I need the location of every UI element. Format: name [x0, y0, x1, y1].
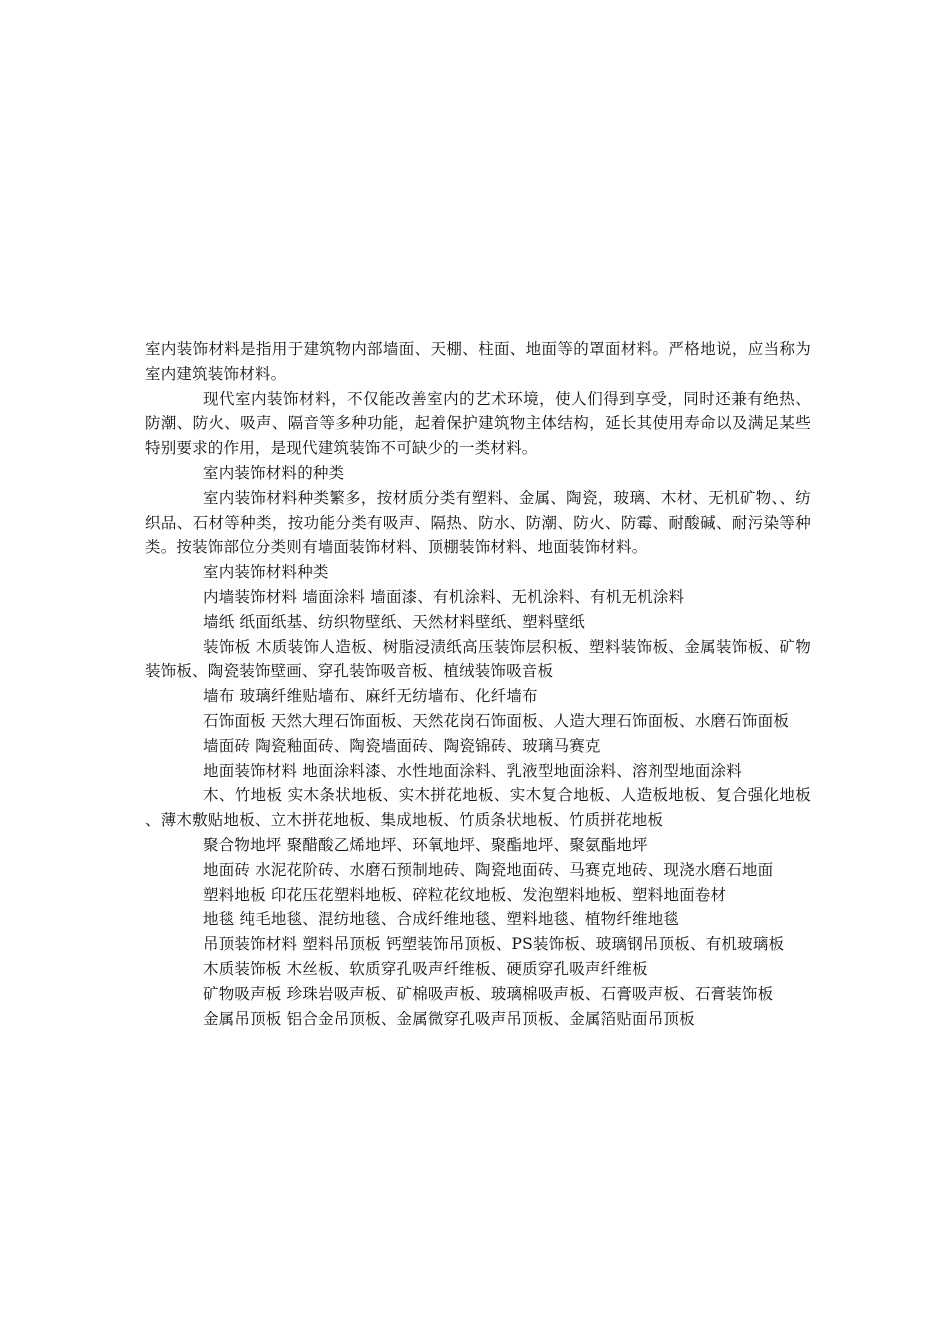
list-item-wall-cloth: 墙布 玻璃纤维贴墙布、麻纤无纺墙布、化纤墙布 [203, 687, 538, 706]
list-item-polymer-floor: 聚合物地坪 聚醋酸乙烯地坪、环氧地坪、聚酯地坪、聚氨酯地坪 [203, 835, 648, 854]
paragraph-2: 现代室内装饰材料，不仅能改善室内的艺术环境，使人们得到享受，同时还兼有绝热、防潮、防火、吸声、隔音等多种功能，起着保护建筑物主体结构，延长其使用寿命以及满足某些特别要求的作用，是现代建筑装饰不可缺少的一类材料。 [145, 389, 811, 458]
section-heading-types-list: 室内装饰材料种类 [203, 563, 329, 582]
list-item-stone-panel: 石饰面板 天然大理石饰面板、天然花岗石饰面板、人造大理石饰面板、水磨石饰面板 [203, 711, 790, 730]
list-item-carpet: 地毯 纯毛地毯、混纺地毯、合成纤维地毯、塑料地毯、植物纤维地毯 [203, 910, 680, 929]
list-item-wood-bamboo-floor: 木、竹地板 实木条状地板、实木拼花地板、实木复合地板、人造板地板、复合强化地板、薄木敷贴地板、立木拼花地板、集成地板、竹质条状地板、竹质拼花地板 [145, 786, 811, 830]
list-item-metal-ceiling-board: 金属吊顶板 铝合金吊顶板、金属微穿孔吸声吊顶板、金属箔贴面吊顶板 [203, 1009, 695, 1028]
list-item-wallpaper: 墙纸 纸面纸基、纺织物壁纸、天然材料壁纸、塑料壁纸 [203, 612, 585, 631]
list-item-ceiling-plastic: 吊顶装饰材料 塑料吊顶板 钙塑装饰吊顶板、PS装饰板、玻璃钢吊顶板、有机玻璃板 [203, 935, 785, 954]
list-item-floor-coating: 地面装饰材料 地面涂料漆、水性地面涂料、乳液型地面涂料、溶剂型地面涂料 [203, 761, 742, 780]
list-item-decorative-board: 装饰板 木质装饰人造板、树脂浸渍纸高压装饰层积板、塑料装饰板、金属装饰板、矿物装饰板、陶瓷装饰壁画、穿孔装饰吸音板、植绒装饰吸音板 [145, 637, 811, 681]
document-body [145, 337, 811, 1031]
list-item-mineral-acoustic-board: 矿物吸声板 珍珠岩吸声板、矿棉吸声板、玻璃棉吸声板、石膏吸声板、石膏装饰板 [203, 984, 774, 1003]
list-item-wall-coating: 内墙装饰材料 墙面涂料 墙面漆、有机涂料、无机涂料、有机无机涂料 [203, 587, 685, 606]
list-item-plastic-floor: 塑料地板 印花压花塑料地板、碎粒花纹地板、发泡塑料地板、塑料地面卷材 [203, 885, 727, 904]
paragraph-1: 室内装饰材料是指用于建筑物内部墙面、天棚、柱面、地面等的罩面材料。严格地说，应当称为室内建筑装饰材料。 [145, 340, 811, 383]
list-item-wall-tile: 墙面砖 陶瓷釉面砖、陶瓷墙面砖、陶瓷锦砖、玻璃马赛克 [203, 736, 601, 755]
paragraph-classification: 室内装饰材料种类繁多，按材质分类有塑料、金属、陶瓷，玻璃、木材、无机矿物、、纺织品、石材等种类，按功能分类有吸声、隔热、防水、防潮、防火、防霉、耐酸碱、耐污染等种类。按装饰部位分类则有墙面装饰材料、顶棚装饰材料、地面装饰材料。 [145, 488, 811, 557]
list-item-wood-ceiling-board: 木质装饰板 木丝板、软质穿孔吸声纤维板、硬质穿孔吸声纤维板 [203, 959, 648, 978]
list-item-floor-tile: 地面砖 水泥花阶砖、水磨石预制地砖、陶瓷地面砖、马赛克地砖、现浇水磨石地面 [203, 860, 774, 879]
section-heading-types: 室内装饰材料的种类 [203, 463, 345, 482]
